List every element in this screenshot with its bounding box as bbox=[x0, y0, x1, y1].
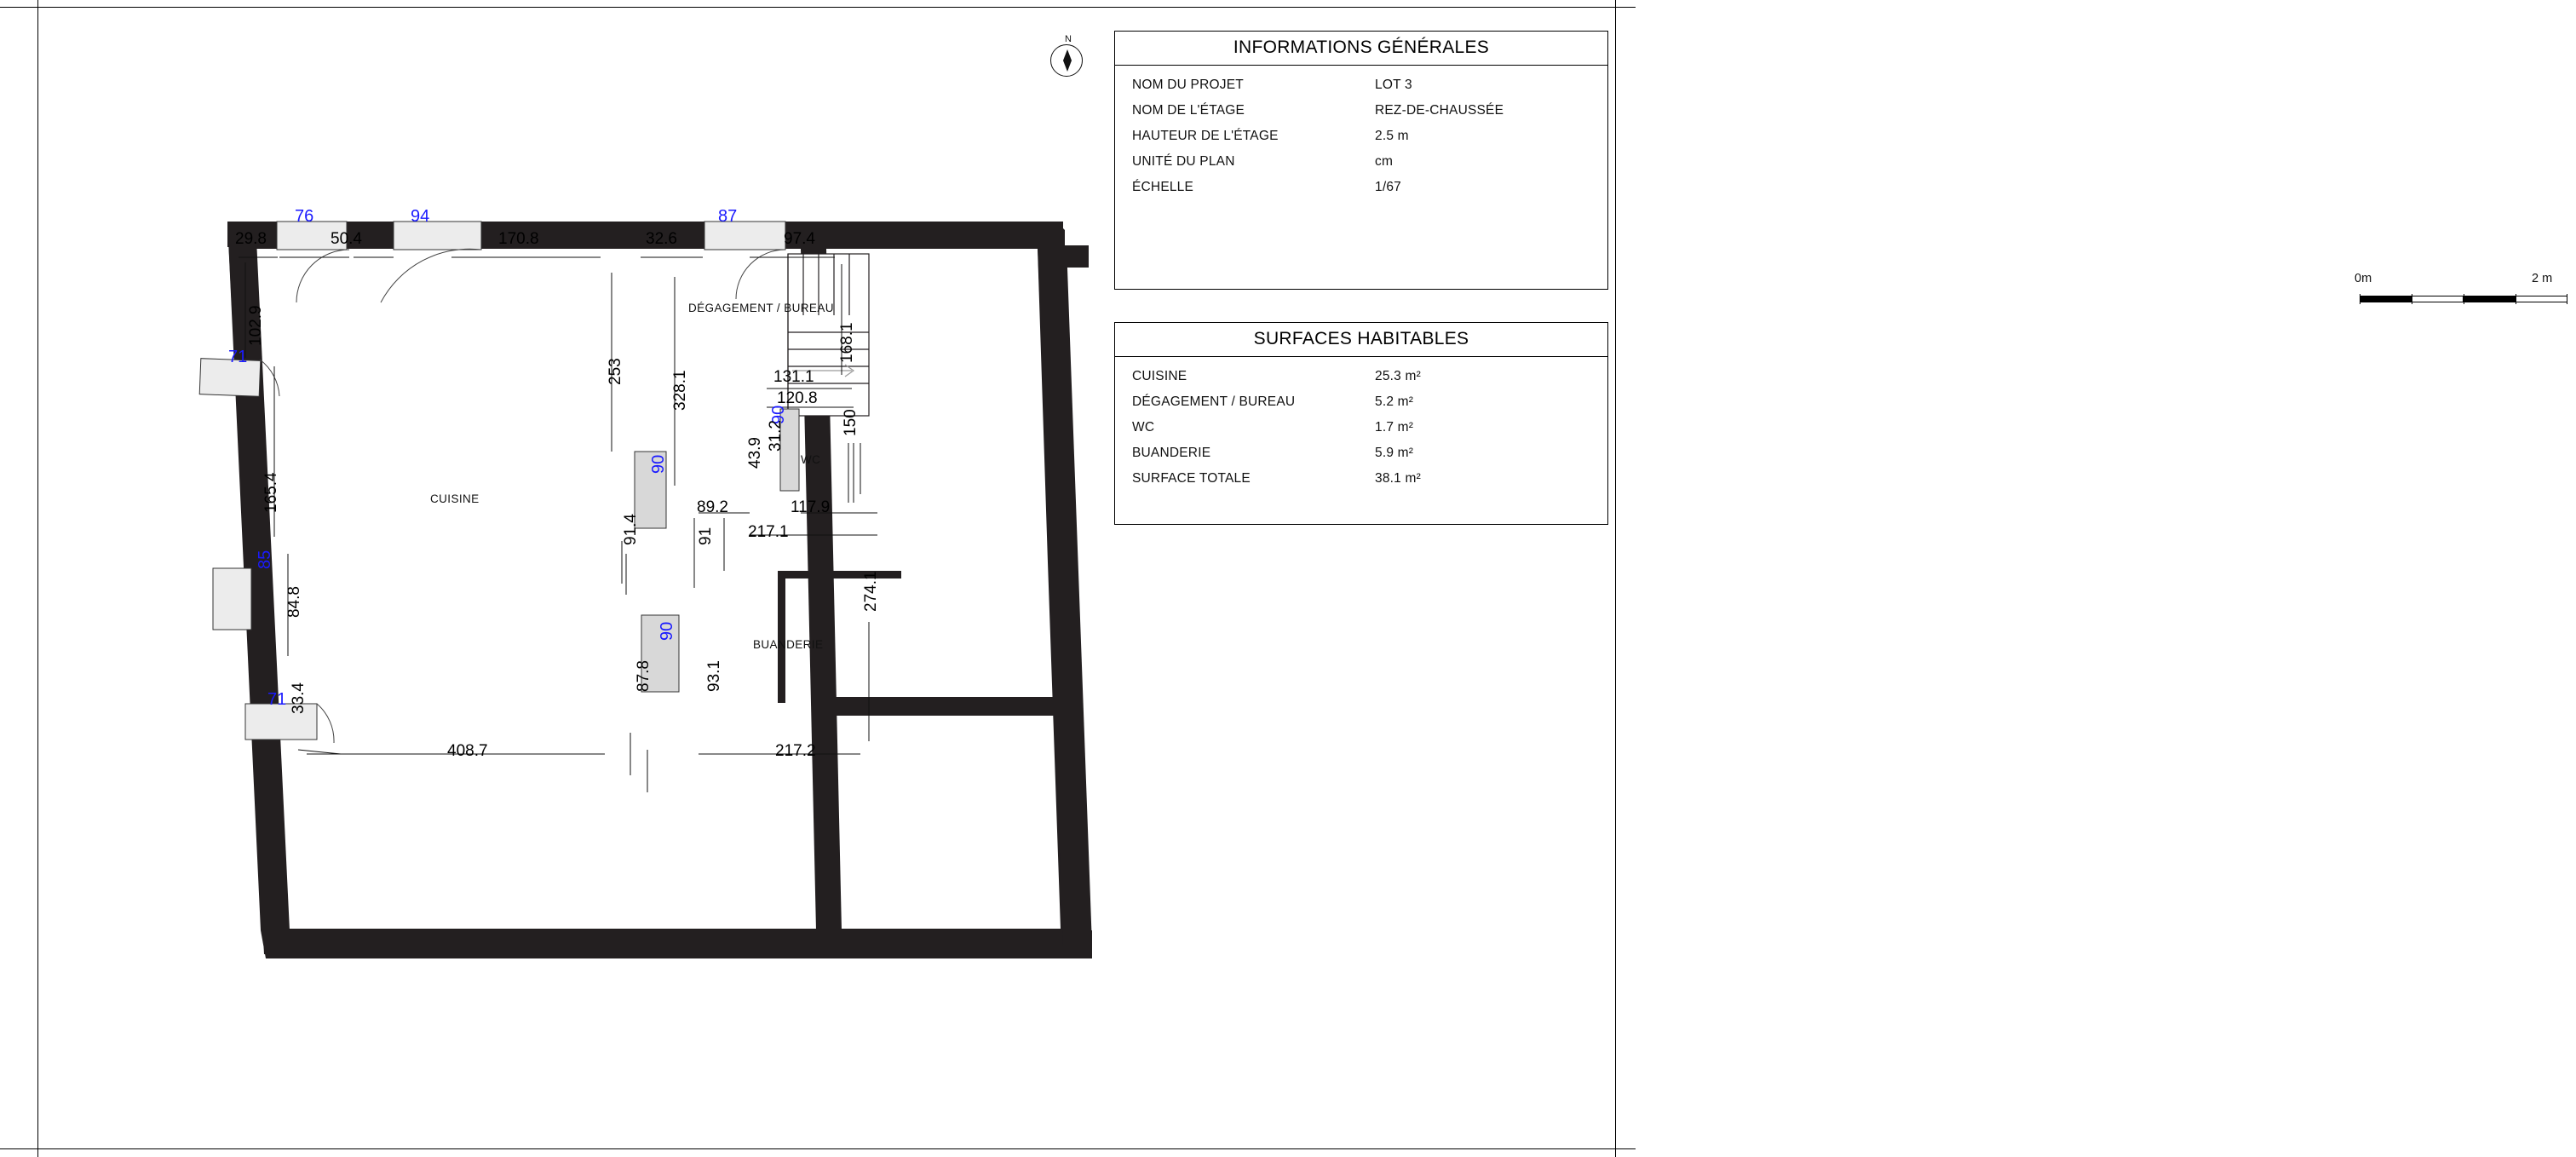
info-key-unit: UNITÉ DU PLAN bbox=[1132, 154, 1235, 169]
scale-bar-graphic bbox=[2360, 294, 2569, 304]
dim-170-8: 170.8 bbox=[498, 230, 539, 248]
dim-274-1: 274.1 bbox=[862, 571, 880, 612]
dim-84-8: 84.8 bbox=[285, 586, 303, 618]
surface-key-wc: WC bbox=[1132, 420, 1155, 435]
surface-value-degagement: 5.2 m² bbox=[1375, 394, 1414, 409]
general-information-rows bbox=[1115, 66, 1607, 209]
floor-plan-drawing bbox=[204, 196, 1116, 1005]
dim-117-9: 117.9 bbox=[791, 498, 831, 516]
info-row-height bbox=[1115, 124, 1607, 149]
living-surfaces-title: SURFACES HABITABLES bbox=[1115, 323, 1607, 357]
sheet-border-bottom bbox=[0, 1148, 1636, 1149]
dim-328-1: 328.1 bbox=[671, 370, 689, 411]
north-needle-top bbox=[1063, 49, 1072, 60]
dim-43-9: 43.9 bbox=[746, 437, 764, 469]
north-needle-bottom bbox=[1063, 60, 1072, 72]
surface-row-cuisine bbox=[1115, 364, 1607, 389]
surface-value-buanderie: 5.9 m² bbox=[1375, 446, 1414, 460]
general-information-title: INFORMATIONS GÉNÉRALES bbox=[1115, 32, 1607, 66]
walls-group bbox=[227, 222, 1092, 958]
dim-87-8: 87.8 bbox=[635, 660, 653, 692]
surface-key-cuisine: CUISINE bbox=[1132, 369, 1187, 383]
room-label-buanderie: BUANDERIE bbox=[753, 638, 824, 651]
info-key-scale: ÉCHELLE bbox=[1132, 180, 1194, 194]
dim-29-8: 29.8 bbox=[235, 230, 267, 248]
surface-row-buanderie bbox=[1115, 440, 1607, 466]
surface-value-total: 38.1 m² bbox=[1375, 471, 1421, 486]
scale-bar-start-label: 0m bbox=[2355, 272, 2372, 285]
info-row-unit bbox=[1115, 149, 1607, 175]
dim-93-1: 93.1 bbox=[705, 660, 723, 692]
dim-33-4: 33.4 bbox=[290, 682, 308, 714]
room-label-wc: WC bbox=[801, 453, 821, 466]
info-value-height: 2.5 m bbox=[1375, 129, 1409, 143]
surface-row-wc bbox=[1115, 415, 1607, 440]
opening-label-87: 87 bbox=[718, 207, 738, 226]
opening-label-71-bottom: 71 bbox=[267, 690, 287, 709]
info-value-floor: REZ-DE-CHAUSSÉE bbox=[1375, 103, 1504, 118]
dim-217-2: 217.2 bbox=[775, 742, 816, 760]
sheet-border-right bbox=[1615, 0, 1616, 1157]
dim-91-4: 91.4 bbox=[622, 514, 640, 545]
north-arrow-icon bbox=[1050, 36, 1086, 80]
info-value-scale: 1/67 bbox=[1375, 180, 1401, 194]
surface-row-degagement bbox=[1115, 389, 1607, 415]
scale-seg-3 bbox=[2464, 296, 2516, 302]
scale-seg-4 bbox=[2516, 296, 2567, 302]
dim-50-4: 50.4 bbox=[331, 230, 362, 248]
sheet-border-left bbox=[37, 0, 38, 1157]
opening-label-76: 76 bbox=[295, 207, 314, 226]
opening-label-71-top: 71 bbox=[228, 348, 248, 366]
info-key-floor: NOM DE L'ÉTAGE bbox=[1132, 103, 1245, 118]
surface-key-degagement: DÉGAGEMENT / BUREAU bbox=[1132, 394, 1296, 409]
dim-31-2: 31.2 bbox=[767, 420, 785, 452]
opening-label-85: 85 bbox=[256, 550, 274, 569]
scale-bar bbox=[2355, 272, 2576, 311]
info-key-height: HAUTEUR DE L'ÉTAGE bbox=[1132, 129, 1279, 143]
dim-102-9: 102.9 bbox=[247, 305, 265, 346]
general-information-panel bbox=[1114, 31, 2553, 290]
floor-plan-svg bbox=[204, 196, 1116, 1005]
dim-408-7: 408.7 bbox=[447, 742, 488, 760]
north-label: N bbox=[1065, 34, 1072, 44]
living-surfaces-panel bbox=[1114, 322, 1608, 525]
info-row-scale bbox=[1115, 175, 1607, 200]
surface-value-wc: 1.7 m² bbox=[1375, 420, 1414, 435]
dim-168-1: 168.1 bbox=[838, 322, 856, 363]
info-value-unit: cm bbox=[1375, 154, 1394, 169]
opening-label-90-wc: 90 bbox=[769, 405, 788, 424]
info-key-project: NOM DU PROJET bbox=[1132, 78, 1244, 92]
room-label-cuisine: CUISINE bbox=[430, 492, 480, 505]
info-row-project bbox=[1115, 72, 1607, 98]
info-row-floor bbox=[1115, 98, 1607, 124]
scale-seg-2 bbox=[2412, 296, 2464, 302]
info-value-project: LOT 3 bbox=[1375, 78, 1412, 92]
dim-89-2: 89.2 bbox=[697, 498, 728, 516]
dim-32-6: 32.6 bbox=[646, 230, 677, 248]
opening-label-94: 94 bbox=[411, 207, 430, 226]
room-label-degagement: DÉGAGEMENT / BUREAU bbox=[688, 302, 834, 314]
dim-217-1: 217.1 bbox=[748, 523, 789, 541]
dim-91: 91 bbox=[697, 527, 715, 545]
dim-150: 150 bbox=[842, 409, 860, 436]
dim-131-1: 131.1 bbox=[773, 368, 814, 386]
living-surfaces-rows bbox=[1115, 357, 1607, 500]
sheet-border-top bbox=[0, 7, 1636, 8]
opening-label-90-mid: 90 bbox=[649, 454, 668, 474]
scale-bar-end-label: 2 m bbox=[2532, 272, 2553, 285]
dim-165-4: 165.4 bbox=[262, 472, 280, 513]
surface-key-total: SURFACE TOTALE bbox=[1132, 471, 1251, 486]
opening-label-90-low: 90 bbox=[658, 621, 676, 641]
scale-seg-1 bbox=[2360, 296, 2412, 302]
dim-253: 253 bbox=[607, 358, 624, 385]
dim-97-4: 97.4 bbox=[784, 230, 815, 248]
surface-value-cuisine: 25.3 m² bbox=[1375, 369, 1421, 383]
surface-row-total bbox=[1115, 466, 1607, 492]
dim-120-8: 120.8 bbox=[777, 389, 818, 407]
surface-key-buanderie: BUANDERIE bbox=[1132, 446, 1211, 460]
